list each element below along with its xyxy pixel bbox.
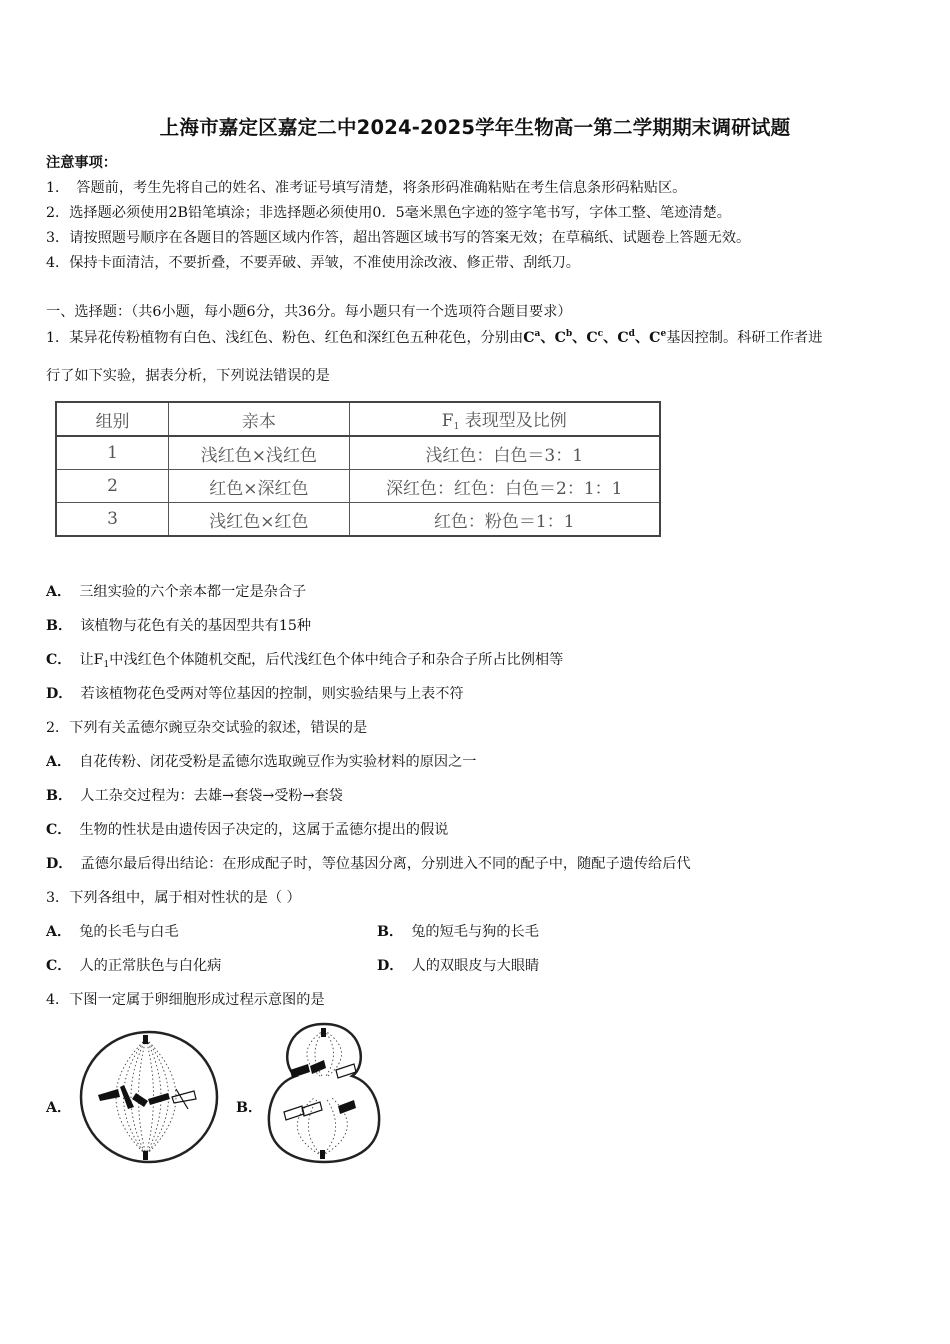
table-row (56, 470, 660, 503)
option-c: C． 人的正常肤色与白化病 (46, 958, 222, 974)
option-d: D． 若该植物花色受两对等位基因的控制，则实验结果与上表不符 (46, 686, 464, 702)
question-number: 2． (46, 720, 70, 736)
table-header-row (56, 402, 660, 436)
notice-item: 3．请按照题号顺序在各题目的答题区域内作答，超出答题区域书写的答案无效；在草稿纸、试题卷上答题无效。 (46, 230, 751, 246)
question-1-stem-cont: 行了如下实验，据表分析，下列说法错误的是 (46, 368, 330, 384)
table-header: 亲本 (169, 402, 349, 436)
option-d: D． 人的双眼皮与大眼睛 (377, 958, 540, 974)
cell-diagram-b (262, 1020, 386, 1166)
experiment-table (55, 401, 661, 537)
notice-item: 1． 答题前，考生先将自己的姓名、准考证号填写清楚，将条形码准确粘贴在考生信息条形码粘贴区。 (46, 180, 687, 196)
table-header: $F_1$ 表现型及比例 (349, 402, 660, 436)
question-number: 4． (46, 992, 70, 1008)
question-3-stem: 3．下列各组中，属于相对性状的是（ ） (46, 890, 301, 906)
question-4-stem: 4．下图一定属于卵细胞形成过程示意图的是 (46, 992, 325, 1008)
notice-heading: 注意事项： (46, 155, 117, 171)
gene-list: $C^a$、$C^b$、$C^c$、$C^d$、Ce (523, 329, 667, 346)
option-a: A． 兔的长毛与白毛 (46, 924, 179, 940)
cell-diagram-a (76, 1027, 222, 1167)
table-row (56, 436, 660, 470)
table-cell: 深红色：红色：白色＝2：1：1 (349, 470, 660, 503)
option-a: A． 三组实验的六个亲本都一定是杂合子 (46, 584, 307, 600)
question-1-stem: 1．某异花传粉植物有白色、浅红色、粉色、红色和深红色五种花色，分别由$C^a$、$C^b$、$C^c$、$C^d$、Ce基因控制。科研工作者进 (46, 329, 823, 346)
notice-item: 2．选择题必须使用2B铅笔填涂；非选择题必须使用0．5毫米黑色字迹的签字笔书写，字体工整、笔迹清楚。 (46, 205, 731, 221)
table-header: 组别 (56, 402, 169, 436)
option-d: D． 孟德尔最后得出结论：在形成配子时，等位基因分离，分别进入不同的配子中，随配子遗传给后代 (46, 856, 691, 872)
question-2-stem: 2．下列有关孟德尔豌豆杂交试验的叙述，错误的是 (46, 720, 368, 736)
table-cell: 红色×深红色 (169, 470, 349, 503)
page-title: 上海市嘉定区嘉定二中2024-2025学年生物高一第二学期期末调研试题 (159, 116, 791, 139)
table-cell: 1 (56, 436, 169, 470)
table-cell: 红色：粉色＝1：1 (349, 503, 660, 537)
table-cell: 浅红色×浅红色 (169, 436, 349, 470)
table-cell: 浅红色×红色 (169, 503, 349, 537)
figure-label-a: A． (46, 1100, 72, 1116)
table-cell: 浅红色：白色＝3：1 (349, 436, 660, 470)
section-heading: 一、选择题：（共6小题，每小题6分，共36分。每小题只有一个选项符合题目要求） (46, 304, 572, 320)
table-cell: 3 (56, 503, 169, 537)
figure-label-b: B． (236, 1100, 263, 1116)
table-cell: 2 (56, 470, 169, 503)
option-c: C． 让$F_1$中浅红色个体随机交配，后代浅红色个体中纯合子和杂合子所占比例相等 (46, 652, 564, 670)
option-b: B． 该植物与花色有关的基因型共有15种 (46, 618, 312, 634)
table-row (56, 503, 660, 537)
notice-item: 4．保持卡面清洁，不要折叠，不要弄破、弄皱，不准使用涂改液、修正带、刮纸刀。 (46, 255, 580, 271)
option-c: C． 生物的性状是由遗传因子决定的，这属于孟德尔提出的假说 (46, 822, 449, 838)
option-b: B． 兔的短毛与狗的长毛 (377, 924, 539, 940)
question-number: 3． (46, 890, 70, 906)
question-number: 1． (46, 330, 70, 346)
option-a: A． 自花传粉、闭花受粉是孟德尔选取豌豆作为实验材料的原因之一 (46, 754, 477, 770)
option-b: B． 人工杂交过程为：去雄→套袋→受粉→套袋 (46, 788, 343, 804)
